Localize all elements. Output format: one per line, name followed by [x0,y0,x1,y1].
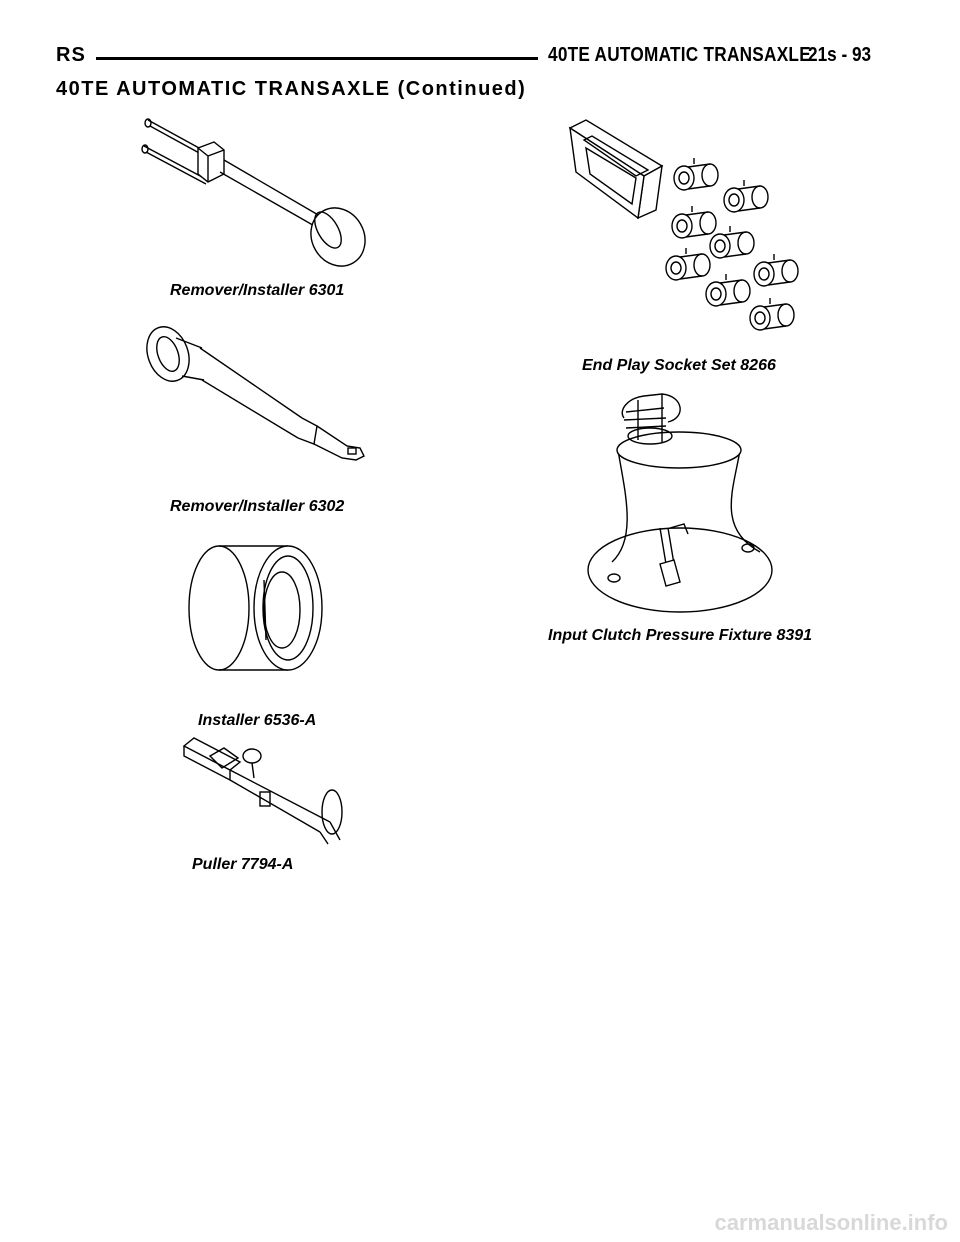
installer-6536-a-illustration [184,530,334,678]
remover-installer-6302-illustration [142,318,372,468]
end-play-socket-set-8266-illustration [564,118,804,340]
section-title: 40TE AUTOMATIC TRANSAXLE (Continued) [56,78,527,100]
caption-end-play-socket-set-8266: End Play Socket Set 8266 [582,357,776,374]
caption-remover-installer-6302: Remover/Installer 6302 [170,498,345,515]
watermark-text: carmanualsonline.info [714,1210,948,1235]
caption-remover-installer-6301: Remover/Installer 6301 [170,282,345,299]
caption-installer-6536-a: Installer 6536-A [198,712,317,729]
socket-grid [666,158,798,330]
remover-installer-6301-illustration [140,112,375,287]
header-rule [96,57,538,60]
header-section-code: RS [56,44,86,66]
caption-puller-7794-a: Puller 7794-A [192,856,294,873]
page-number: 21s - 93 [808,44,872,66]
puller-7794-a-illustration [180,736,350,846]
header-title: 40TE AUTOMATIC TRANSAXLE [548,44,811,66]
caption-input-clutch-pressure-fixture-8391: Input Clutch Pressure Fixture 8391 [548,627,813,644]
input-clutch-pressure-fixture-8391-illustration [588,388,778,618]
